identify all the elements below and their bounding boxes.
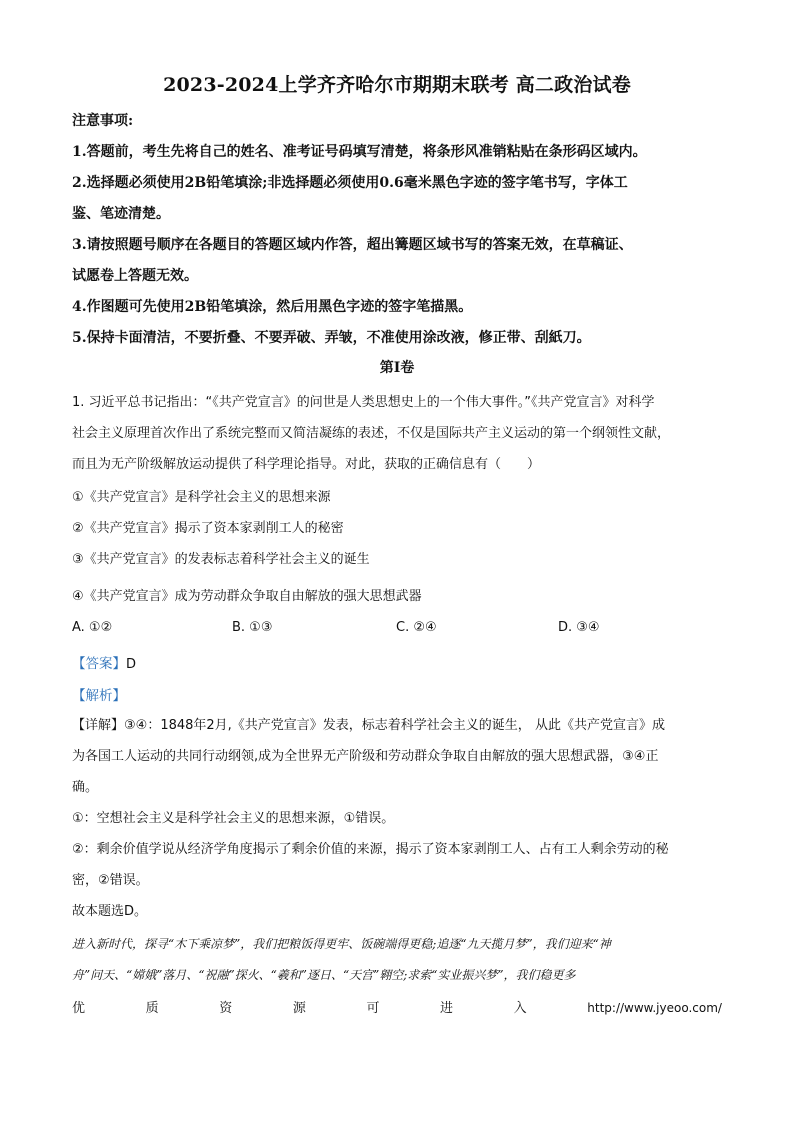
footer-char-6: 进 [440, 1001, 454, 1016]
note-line-1: 1.答题前，考生先将自己的姓名、准考证号码填写清楚，将条形风准销粘贴在条形码区域内。 [72, 144, 647, 160]
detail-line-6: 密，②错误。 [72, 873, 149, 888]
note-line-3: 3.请按照题号顺序在各题目的答题区域内作答，超出篝题区域书写的答案无效，在草稿证、 [72, 237, 633, 253]
footer-url-link[interactable]: http://www.jyeoo.com/ [587, 1001, 722, 1015]
note-line-4: 4.作图题可先使用2B铅笔填涂，然后用黑色字迹的签字笔描黑。 [72, 299, 473, 315]
option-a: A. ①② [72, 620, 113, 635]
question-stem-line-1: 1. 习近平总书记指出：“《共产党宣言》的问世是人类思想史上的一个伟大事件。”《共产党宣言》对科学 [72, 395, 655, 410]
footer-watermark-row [72, 997, 722, 1016]
option-c: C. ②④ [396, 620, 437, 635]
answer-value: D [126, 657, 137, 672]
detail-line-1 [72, 714, 665, 734]
detail-line-2: 为各国工人运动的共同行动纲领,成为全世界无产阶级和劳动群众争取自由解放的强大思想武器，③④正 [72, 749, 659, 764]
statement-1: ①《共产党宣言》是科学社会主义的思想来源 [72, 490, 331, 505]
note-line-2-cont: 鉴、笔迹清楚。 [72, 206, 170, 222]
conclusion-line: 故本题选D。 [72, 904, 148, 919]
detail-line-5: ②：剩余价值学说从经济学角度揭示了剩余价值的来源，揭示了资本家剥削工人、占有工人剩余劳动的秘 [72, 842, 669, 857]
promo-line-2: 舟”问天、“嫦娥”落月、“祝融”探火、“羲和”逐日、“天宫”翱空;求索“实业振兴梦”，我们稳更多 [72, 968, 576, 982]
option-d: D. ③④ [558, 620, 600, 635]
footer-char-3: 资 [219, 1001, 233, 1016]
answer-tag: 【答案】 [72, 656, 126, 672]
statement-4: ④《共产党宣言》成为劳动群众争取自由解放的强大思想武器 [72, 589, 422, 604]
section-heading: 第Ⅰ卷 [379, 360, 415, 376]
question-stem-line-2: 社会主义原理首次作出了系统完整而又简洁凝练的表述，不仅是国际共产主义运动的第一个纲领性文献， [72, 426, 671, 441]
promo-line-1: 进入新时代，探寻“木下乘凉梦”，我们把粮饭得更牢、饭碗端得更稳;追逐“九天揽月梦”，我们迎来“神 [72, 937, 611, 951]
option-b: B. ①③ [232, 620, 273, 635]
statement-2: ②《共产党宣言》揭示了资本家剥削工人的秘密 [72, 521, 344, 536]
note-line-2: 2.选择题必须使用2B铅笔填涂;非选择题必须使用0.6毫米黑色字迹的签字笔书写，字体工 [72, 175, 628, 191]
footer-char-1: 优 [72, 1001, 86, 1016]
statement-3: ③《共产党宣言》的发表标志着科学社会主义的诞生 [72, 552, 370, 567]
question-stem-line-3: 而且为无产阶级解放运动提供了科学理论指导。对此，获取的正确信息有（ ） [72, 457, 541, 472]
detail-tag: 【详解】 [72, 718, 125, 733]
detail-line-3: 确。 [72, 780, 99, 795]
footer-char-4: 源 [292, 1001, 306, 1016]
analysis-tag: 【解析】 [72, 688, 126, 704]
answer-row [72, 652, 136, 673]
note-line-3-cont: 试愿卷上答题无效。 [72, 268, 198, 284]
detail-text-1: ③④：1848年2月,《共产党宣言》发表，标志着科学社会主义的诞生， 从此《共产党宣言》成 [124, 718, 665, 733]
page-title: 2023-2024上学齐齐哈尔市期期末联考 高二政治试卷 [163, 74, 631, 96]
footer-char-2: 质 [145, 1001, 159, 1016]
footer-char-5: 可 [366, 1001, 380, 1016]
footer-char-7: 入 [513, 1001, 527, 1016]
note-line-5: 5.保持卡面清洁，不要折叠、不要弄破、弄皱，不准使用涂改液，修正带、刮紙刀。 [72, 330, 591, 346]
notes-heading: 注意事项: [72, 113, 134, 129]
detail-line-4: ①：空想社会主义是科学社会主义的思想来源，①错误。 [72, 811, 395, 826]
